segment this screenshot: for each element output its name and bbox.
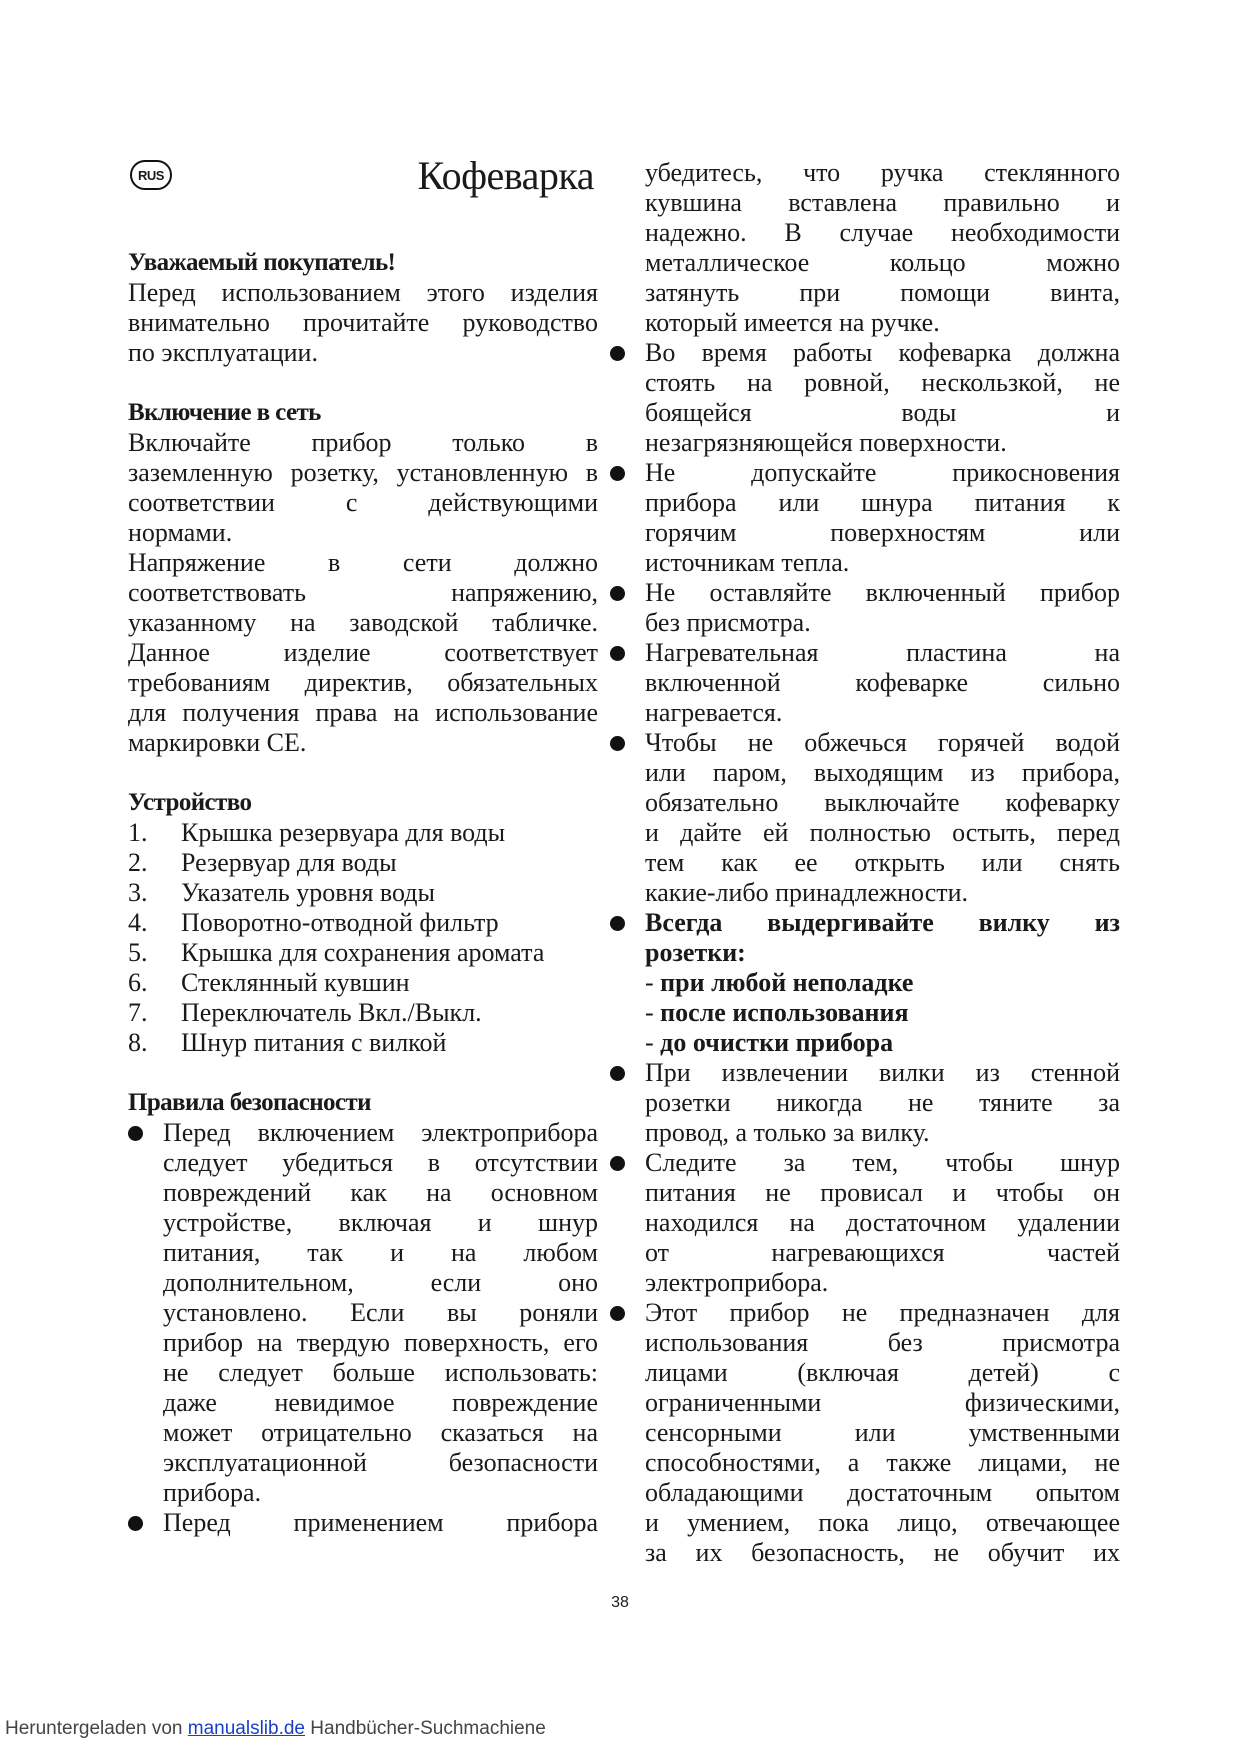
text-line: сенсорными или умственными	[645, 1418, 1120, 1447]
text-line: Перед применением прибора	[163, 1508, 598, 1537]
section-heading: Включение в сеть	[128, 399, 321, 426]
text-line: который имеется на ручке.	[645, 308, 940, 337]
sub-item	[645, 1028, 1120, 1058]
text-line: Нагревательная пластина на	[645, 638, 1120, 667]
item-text: Резервуар для воды	[181, 848, 397, 877]
item-text: Стеклянный кувшин	[181, 968, 410, 997]
bullet-item	[610, 638, 1120, 728]
download-footer	[5, 1718, 546, 1740]
text-line: Во время работы кофеварка должна	[645, 338, 1120, 367]
list-item	[128, 1028, 598, 1058]
item-text: Указатель уровня воды	[181, 878, 435, 907]
text-line: металлическое кольцо можно	[645, 248, 1120, 277]
list-item	[128, 818, 598, 848]
text-line: лицами (включая детей) с	[645, 1358, 1120, 1387]
bullet-icon	[610, 908, 630, 938]
bullet-icon	[610, 1058, 630, 1088]
text-line: обязательно выключайте кофеварку	[645, 788, 1120, 817]
bullet-icon	[610, 1148, 630, 1178]
item-number: 6.	[128, 968, 148, 997]
text-line: Всегда выдергивайте вилку из	[645, 908, 1120, 937]
text-line: без присмотра.	[645, 608, 811, 637]
bullet-icon	[128, 1118, 148, 1148]
bullet-item	[610, 728, 1120, 908]
section-heading: Уважаемый покупатель!	[128, 249, 396, 276]
text-line: Напряжение в сети должно	[128, 548, 598, 577]
sub-item	[645, 968, 1120, 998]
text-line: не следует больше использовать:	[163, 1358, 598, 1387]
bullet-icon	[610, 1298, 630, 1328]
item-text: Шнур питания с вилкой	[181, 1028, 447, 1057]
text-line: находился на достаточном удалении	[645, 1208, 1120, 1237]
text-line: Не допускайте прикосновения	[645, 458, 1120, 487]
list-item	[128, 968, 598, 998]
text-line: Перед использованием этого изделия	[128, 278, 598, 307]
item-text: Крышка резервуара для воды	[181, 818, 506, 847]
dear-customer-section	[128, 248, 598, 368]
item-number: 8.	[128, 1028, 148, 1057]
text-line: Не оставляйте включенный прибор	[645, 578, 1120, 607]
bullet-item	[610, 1148, 1120, 1298]
list-item	[128, 938, 598, 968]
bullet-item	[610, 458, 1120, 578]
text-line: устройстве, включая и шнур	[163, 1208, 598, 1237]
text-line: заземленную розетку, установленную в	[128, 458, 598, 487]
section-heading: Правила безопасности	[128, 1089, 371, 1116]
list-item	[128, 848, 598, 878]
text-line: соответствии с действующими	[128, 488, 598, 517]
item-number: 2.	[128, 848, 148, 877]
text-line: и умением, пока лицо, отвечающее	[645, 1508, 1120, 1537]
text-line: розетки:	[645, 938, 746, 967]
bullet-item	[610, 578, 1120, 638]
page-title: Кофеварка	[417, 153, 594, 198]
list-item	[128, 878, 598, 908]
text-line: обладающими достаточным опытом	[645, 1478, 1120, 1507]
sub-item-text: до очистки прибора	[660, 1028, 894, 1057]
item-text: Крышка для сохранения аромата	[181, 938, 545, 967]
device-section	[128, 788, 598, 1058]
dash-marker: -	[645, 1028, 654, 1057]
bullet-icon	[610, 338, 630, 368]
text-line: включенной кофеварке сильно	[645, 668, 1120, 697]
list-item	[128, 908, 598, 938]
text-line: прибора или шнура питания к	[645, 488, 1120, 517]
text-line: стоять на ровной, нескользкой, не	[645, 368, 1120, 397]
text-line: нагревается.	[645, 698, 783, 727]
text-line: питания не провисал и чтобы он	[645, 1178, 1120, 1207]
rus-language-badge: RUS	[130, 160, 172, 190]
text-line: источникам тепла.	[645, 548, 850, 577]
text-line: для получения права на использование	[128, 698, 598, 727]
bullet-item	[128, 1508, 598, 1538]
text-line: и дайте ей полностью остыть, перед	[645, 818, 1120, 847]
safety-section	[128, 1088, 598, 1538]
text-line: прибора.	[163, 1478, 262, 1507]
text-line: за их безопасность, не обучит их	[645, 1538, 1120, 1567]
text-line: надежно. В случае необходимости	[645, 218, 1120, 247]
bullet-icon	[128, 1508, 148, 1538]
text-line: по эксплуатации.	[128, 338, 318, 367]
text-line: Данное изделие соответствует	[128, 638, 598, 667]
bullet-icon	[610, 638, 630, 668]
text-line: установлено. Если вы роняли	[163, 1298, 598, 1327]
text-line: горячим поверхностям или	[645, 518, 1120, 547]
text-line: какие-либо принадлежности.	[645, 878, 969, 907]
text-line: прибор на твердую поверхность, его	[163, 1328, 598, 1357]
footer-suffix: Handbücher-Suchmachiene	[310, 1718, 546, 1739]
text-line: Перед включением электроприбора	[163, 1118, 598, 1147]
section-heading: Устройство	[128, 789, 252, 816]
text-line: боящейся воды и	[645, 398, 1120, 427]
dash-marker: -	[645, 998, 654, 1027]
item-number: 5.	[128, 938, 148, 967]
text-line: провод, а только за вилку.	[645, 1118, 930, 1147]
item-text: Переключатель Вкл./Выкл.	[181, 998, 482, 1027]
text-line: соответствовать напряжению,	[128, 578, 598, 607]
text-line: кувшина вставлена правильно и	[645, 188, 1120, 217]
page-number: 38	[611, 1594, 629, 1611]
bullet-icon	[610, 578, 630, 608]
text-line: повреждений как на основном	[163, 1178, 598, 1207]
item-number: 1.	[128, 818, 148, 847]
text-line: Включайте прибор только в	[128, 428, 598, 457]
left-column	[128, 158, 598, 1538]
text-line: незагрязняющейся поверхности.	[645, 428, 1007, 457]
text-line: розетки никогда не тяните за	[645, 1088, 1120, 1117]
power-section	[128, 398, 598, 758]
text-line: дополнительном, если оно	[163, 1268, 598, 1297]
sub-item	[645, 998, 1120, 1028]
item-text: Поворотно-отводной фильтр	[181, 908, 499, 937]
text-line: затянуть при помощи винта,	[645, 278, 1120, 307]
item-number: 7.	[128, 998, 148, 1027]
sub-item-text: при любой неполадке	[660, 968, 914, 997]
right-column	[645, 158, 1120, 1568]
text-line: нормами.	[128, 518, 233, 547]
bullet-item	[610, 338, 1120, 458]
text-line: или паром, выходящим из прибора,	[645, 758, 1120, 787]
item-number: 4.	[128, 908, 148, 937]
text-line: внимательно прочитайте руководство	[128, 308, 598, 337]
text-line: указанному на заводской табличке.	[128, 608, 598, 637]
text-line: требованиям директив, обязательных	[128, 668, 598, 697]
dash-marker: -	[645, 968, 654, 997]
footer-prefix: Heruntergeladen von	[5, 1718, 183, 1739]
text-line: способностями, а также лицами, не	[645, 1448, 1120, 1477]
bullet-item	[128, 1118, 598, 1508]
sub-item-text: после использования	[660, 998, 909, 1027]
text-line: ограниченными физическими,	[645, 1388, 1120, 1417]
text-line: маркировки CE.	[128, 728, 307, 757]
text-line: следует убедиться в отсутствии	[163, 1148, 598, 1177]
bullet-item	[610, 1058, 1120, 1148]
manualslib-link[interactable]: manualslib.de	[187, 1718, 305, 1739]
list-item	[128, 998, 598, 1028]
text-line: При извлечении вилки из стенной	[645, 1058, 1120, 1087]
continued-text	[645, 158, 1120, 338]
item-number: 3.	[128, 878, 148, 907]
text-line: Следите за тем, чтобы шнур	[645, 1148, 1120, 1177]
text-line: Чтобы не обжечься горячей водой	[645, 728, 1120, 757]
text-line: электроприбора.	[645, 1268, 829, 1297]
text-line: тем как ее открыть или снять	[645, 848, 1120, 877]
bullet-icon	[610, 728, 630, 758]
text-line: эксплуатационной безопасности	[163, 1448, 598, 1477]
text-line: от нагревающихся частей	[645, 1238, 1120, 1267]
text-line: даже невидимое повреждение	[163, 1388, 598, 1417]
text-line: может отрицательно сказаться на	[163, 1418, 598, 1447]
text-line: питания, так и на любом	[163, 1238, 598, 1267]
text-line: убедитесь, что ручка стеклянного	[645, 158, 1120, 187]
text-line: Этот прибор не предназначен для	[645, 1298, 1120, 1327]
text-line: использования без присмотра	[645, 1328, 1120, 1357]
bullet-item	[610, 908, 1120, 1058]
bullet-item	[610, 1298, 1120, 1568]
bullet-icon	[610, 458, 630, 488]
